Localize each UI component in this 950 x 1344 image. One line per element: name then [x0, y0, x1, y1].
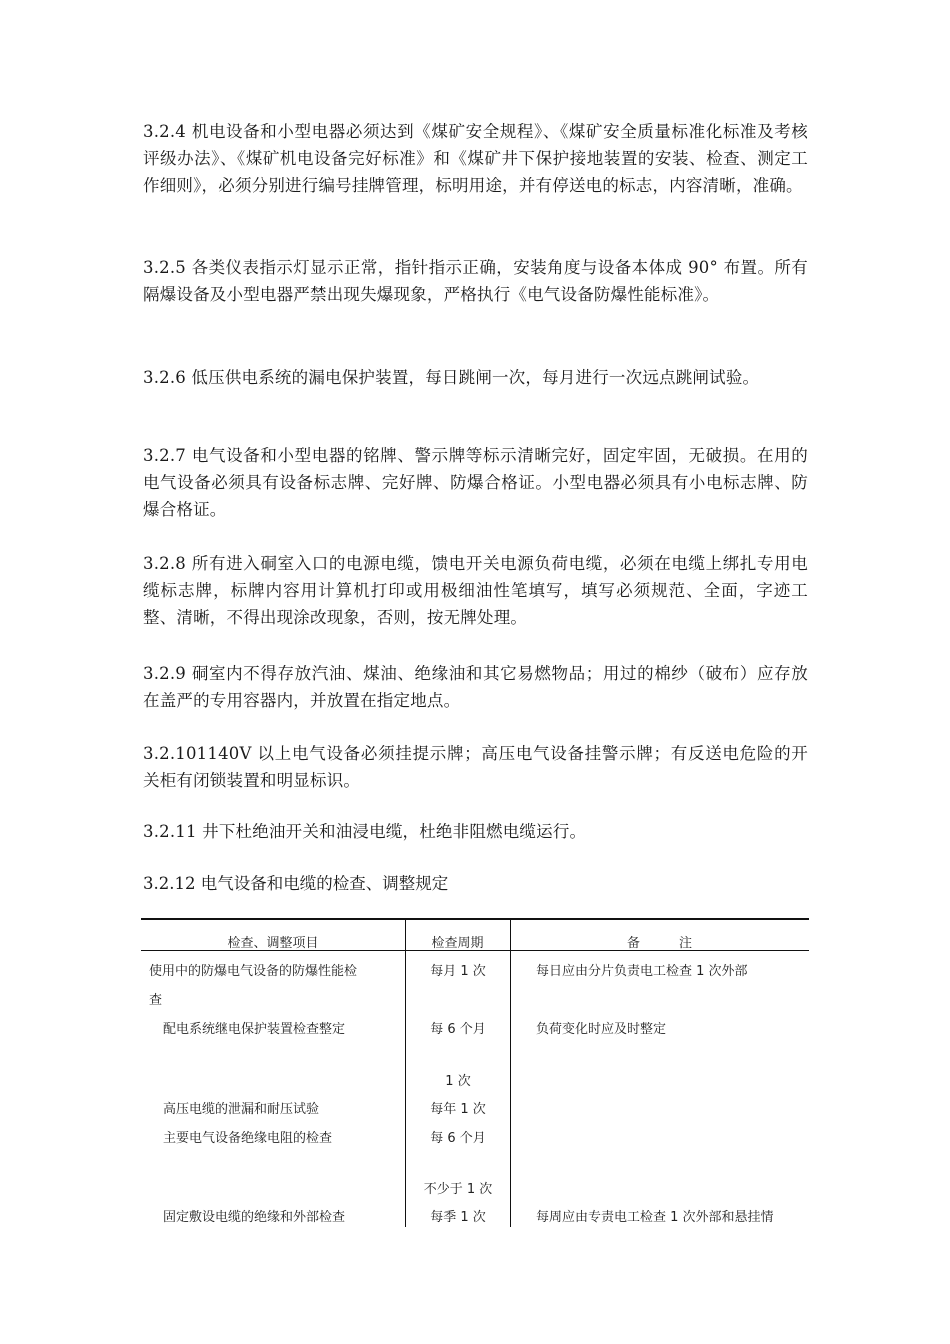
table-cell-item: 配电系统继电保护装置检查整定: [163, 1022, 346, 1037]
table-cell-item: 查: [149, 993, 163, 1008]
paragraph-3-2-4: 3.2.4 机电设备和小型电器必须达到《煤矿安全规程》、《煤矿安全质量标准化标准及考核评级办法》、《煤矿机电设备完好标准》和《煤矿井下保护接地装置的安装、检查、测定工作细则》，必须分别进行编号挂牌管理，标明用途，并有停送电的标志，内容清晰，准确。: [143, 122, 808, 195]
table-cell-period: 每年 1 次: [430, 1102, 486, 1117]
table-cell-item: 固定敷设电缆的绝缘和外部检查: [163, 1210, 346, 1225]
table-cell-period: 每月 1 次: [430, 964, 486, 979]
table-cell-period: 不少于 1 次: [423, 1182, 493, 1197]
paragraph-3-2-6: 3.2.6 低压供电系统的漏电保护装置，每日跳闸一次，每月进行一次远点跳闸试验。: [143, 368, 760, 387]
table-cell-item: 高压电缆的泄漏和耐压试验: [163, 1102, 320, 1117]
table-top-rule: [141, 918, 809, 920]
table-cell-period: 每 6 个月: [430, 1022, 486, 1037]
table-cell-note: 每周应由专责电工检查 1 次外部和悬挂情: [536, 1210, 774, 1225]
table-column-divider: [405, 919, 406, 1227]
table-cell-note: 负荷变化时应及时整定: [536, 1022, 667, 1037]
paragraph-3-2-8: 3.2.8 所有进入硐室入口的电源电缆，馈电开关电源负荷电缆，必须在电缆上绑扎专用电缆标志牌，标牌内容用计算机打印或用极细油性笔填写，填写必须规范、全面，字迹工整、清晰，不得出现涂改现象，否则，按无牌处理。: [143, 554, 808, 627]
table-cell-item: 主要电气设备绝缘电阻的检查: [163, 1131, 333, 1146]
table-cell-period: 每 6 个月: [430, 1131, 486, 1146]
table-cell-item: 使用中的防爆电气设备的防爆性能检: [149, 964, 358, 979]
inspection-table: [141, 918, 809, 1228]
table-cell-note: 每日应由分片负责电工检查 1 次外部: [536, 964, 748, 979]
table-column-divider: [510, 919, 511, 1227]
paragraph-3-2-9: 3.2.9 硐室内不得存放汽油、煤油、绝缘油和其它易燃物品；用过的棉纱（破布）应存放在盖严的专用容器内，并放置在指定地点。: [143, 664, 808, 710]
paragraph-3-2-7: 3.2.7 电气设备和小型电器的铭牌、警示牌等标示清晰完好，固定牢固，无破损。在用的电气设备必须具有设备标志牌、完好牌、防爆合格证。小型电器必须具有小电标志牌、防爆合格证。: [143, 446, 808, 519]
table-cell-period: 1 次: [445, 1074, 471, 1089]
paragraph-3-2-11: 3.2.11 井下杜绝油开关和油浸电缆，杜绝非阻燃电缆运行。: [143, 822, 587, 841]
header-item: 检查、调整项目: [227, 936, 319, 951]
paragraph-3-2-5: 3.2.5 各类仪表指示灯显示正常，指针指示正确，安装角度与设备本体成 90° 布置。所有隔爆设备及小型电器严禁出现失爆现象，严格执行《电气设备防爆性能标准》。: [143, 258, 808, 304]
paragraph-3-2-10: 3.2.101140V 以上电气设备必须挂提示牌；高压电气设备挂警示牌；有反送电危险的开关柜有闭锁装置和明显标识。: [143, 744, 808, 790]
header-period: 检查周期: [431, 936, 484, 951]
table-title: 3.2.12 电气设备和电缆的检查、调整规定: [143, 874, 449, 893]
header-note: 备 注: [626, 936, 692, 951]
table-cell-period: 每季 1 次: [430, 1210, 486, 1225]
